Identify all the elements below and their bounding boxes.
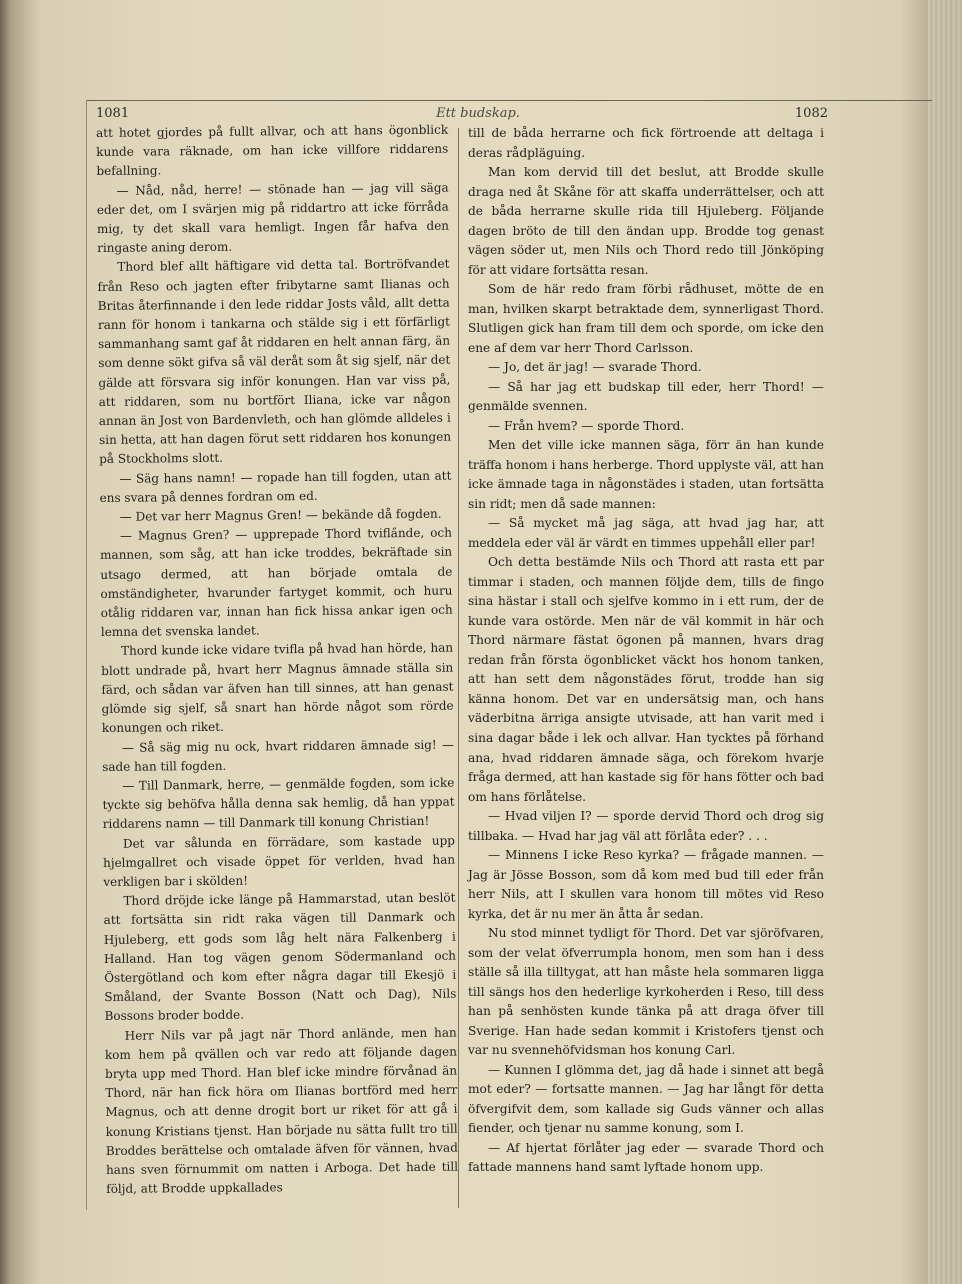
paragraph: — Så har jag ett budskap till eder, herr Thord! — genmälde svennen. [468,379,824,414]
right-text-column [468,124,824,1178]
paragraph: Thord dröjde icke länge på Hammarstad, utan beslöt att fortsätta sin ridt raka vägen till Danmark och Hjuleberg, ett gods som låg helt nära Falkenberg i Halland. Han tog vägen genom Södermanland och Östergötland och kom efter några dagar till Ekesjö i Småland, der Svante Bosson (Natt och Dag), Nils Bossons broder bodde. [103,890,457,1024]
paragraph: — Hvad viljen I? — sporde dervid Thord och drog sig tillbaka. — Hvad har jag väl att förlåta eder? . . . [468,809,824,843]
page-number-left: 1081 [96,106,130,121]
paragraph: Thord blef allt häftigare vid detta tal. Bortröfvandet från Reso och jagten efter fribytarne samt Ilianas och Britas återfinnande i den lede riddar Josts våld, allt detta rann för honom i tankarna och stälde sig i ett förfärligt sammanhang samt gaf åt riddaren en helt annan färg, än som denne sökt gifva så väl deråt som åt sig sjelf, när det gälde att försvara sig inför konungen. Han var viss på, att riddaren, som nu bortfört Iliana, icke var någon annan än Jost von Bardenvleth, och han glömde alldeles i sin hetta, att han dagen förut sett riddaren hos konungen på Stockholms slott. [97,257,452,467]
paragraph: — Minnens I icke Reso kyrka? — frågade mannen. — Jag är Jösse Bosson, som då kom med bud till eder från herr Nils, att I skullen vara honom till mötes vid Reso kyrka, det är nu mer än åtta år sedan. [468,848,824,921]
paragraph: — Så säg mig nu ock, hvart riddaren ämnade sig! — sade han till fogden. [102,737,455,774]
paragraph: — Nåd, nåd, herre! — stönade han — jag vill säga eder det, om I svärjen mig på riddartro att icke förråda mig, ty det skall vara hemligt. Ingen får hafva den ringaste aning derom. [96,180,450,256]
paragraph: Thord kunde icke vidare tvifla på hvad han hörde, han blott undrade på, hvart herr Magnus ämnade ställa sin färd, och sådan var äfven han till sinnes, att han genast glömde sig sjelf, så snart han hörde något som rörde konungen och riket. [101,641,454,736]
left-margin-rule [86,100,87,1210]
paragraph: till de båda herrarne och fick förtroende att deltaga i deras rådpläguing. [468,126,824,160]
paragraph: — Till Danmark, herre, — genmälde fogden, som icke tyckte sig behöfva hålla denna sak hemlig, då han yppat riddarens namn — till Danmark till konung Christian! [102,775,455,832]
header-rule [86,100,932,101]
paragraph: Men det ville icke mannen säga, förr än han kunde träffa honom i hans herberge. Thord upplyste väl, att han icke ämnade taga in någonstädes i staden, utan fortsätta sin ridt; men då sade mannen: [468,438,824,511]
running-title: Ett budskap. [436,106,520,121]
paragraph: Herr Nils var på jagt när Thord anlände, men han kom hem på qvällen och var redo att följande dagen bryta upp med Thord. Han blef icke mindre förvånad än Thord, när han fick höra om Ilianas bortförd med herr Magnus, och att denne drogit bort ur riket för att gå i konung Kristians tjenst. Han började nu sätta fullt tro till Broddes berättelse och omtalade äfven för vännen, hvad hans sven förnummit om natten i Arboga. Det hade till följd, att Brodde uppkallades [104,1025,459,1197]
paragraph: — Säg hans namn! — ropade han till fogden, utan att ens svara på dennes fordran om ed. [99,468,452,505]
paragraph: — Från hvem? — sporde Thord. [488,418,685,433]
paragraph: — Af hjertat förlåter jag eder — svarade Thord och fattade mannens hand samt lyftade honom upp. [468,1140,824,1175]
paragraph: Och detta bestämde Nils och Thord att rasta ett par timmar i staden, och mannen följde dem, tills de fingo sina hästar i stall och sjelfve kommo in i ett rum, der de kunde vara ostörde. Men när de väl kommit in här och Thord närmare fästat ögonen på mannen, hvars drag redan från första ögonblicket väckt hos honom tanken, att han sett dem någonstädes förut, trodde han sig känna honom. Det var en undersätsig man, och hans väderbitna ärriga ansigte utvisade, att han varit med i sina dagar både i lek och allvar. Han tycktes på förhand ana, hvad riddaren ämnade säga, och förekom hvarje fråga dermed, att han kastade sig för hans fötter och bad om hans förlåtelse. [468,555,824,804]
page-number-right: 1082 [794,106,828,121]
paragraph: Som de här redo fram förbi rådhuset, mötte de en man, hvilken skarpt betraktade dem, synnerligast Thord. Slutligen gick han fram till dem och sporde, om icke den ene af dem var herr Thord Carlsson. [468,282,824,355]
left-text-column [96,121,458,1200]
paragraph: — Jo, det är jag! — svarade Thord. [488,360,702,375]
column-divider [458,128,459,1208]
paragraph: Det var sålunda en förrädare, som kastade upp hjelmgallret och visade öppet för verlden, hvad han verkligen bar i skölden! [103,833,456,889]
book-binding-edge [928,0,962,1284]
paragraph: — Så mycket må jag säga, att hvad jag har, att meddela eder väl är värdt en timmes uppehåll eller par! [468,516,824,550]
paragraph: — Kunnen I glömma det, jag då hade i sinnet att begå mot eder? — fortsatte mannen. — Jag har långt för detta öfvergifvit dem, som kallade sig Guds vänner och allas fiender, och tjenar nu samme konung, som I. [468,1062,824,1136]
paragraph: — Magnus Gren? — upprepade Thord tvifla̋nde, och mannen, som såg, att han icke troddes, bekräftade sin utsago dermed, att han började omtala de omständigheter, hvarunder fartyget kommit, och huru otålig riddaren var, innan han fick hissa ankar igen och lemna det svenska landet. [100,525,453,640]
paragraph: att hotet gjordes på fullt allvar, och att hans ögonblick kunde vara räknade, om han icke villfore riddarens befallning. [96,122,449,179]
paragraph: Man kom dervid till det beslut, att Brodde skulle draga ned åt Skåne för att skaffa underrättelser, och att de båda herrarne skulle rida till Hjuleberg. Följande dagen bröto de till den ändan upp. Brodde tog genast vägen söder ut, men Nils och Thord redo till Jönköping för att vidare fortsätta resan. [468,165,824,277]
paragraph: Nu stod minnet tydligt för Thord. Det var sjöröfvaren, som der velat öfverrumpla honom, men som han i dess ställe så illa tilltygat, att han måste hela sommaren ligga till sängs hos den hederlige kyrkoherden i Reso, till dess han på senhösten kunde tänka på att draga öfver till Sverige. Han hade sedan kommit i Kristofers tjenst och var nu svennehöfvidsman hos konung Carl. [468,926,824,1058]
paragraph: — Det var herr Magnus Gren! — bekände då fogden. [119,506,442,524]
